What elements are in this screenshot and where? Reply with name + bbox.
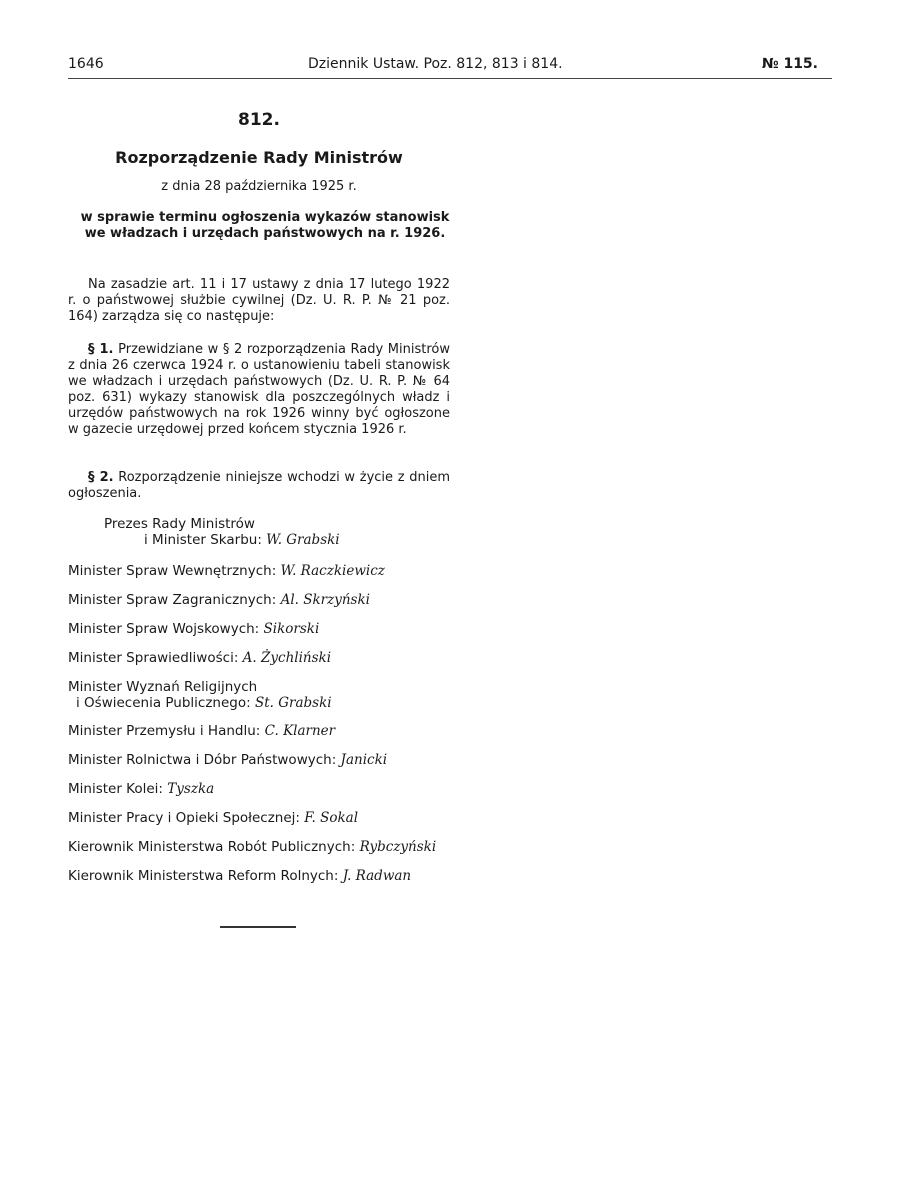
signature-role: Minister Spraw Wojskowych: — [68, 621, 260, 637]
signature-block — [68, 723, 458, 739]
signature-role: Minister Spraw Zagranicznych: — [68, 592, 277, 608]
signature-block — [68, 563, 458, 579]
signature-block — [68, 781, 458, 797]
signature-block — [68, 868, 458, 884]
end-rule — [220, 926, 296, 928]
signatory-name: A. Żychliński — [242, 650, 332, 666]
section-2-text: Rozporządzenie niniejsze wchodzi w życie z dniem ogłoszenia. — [68, 470, 450, 501]
signatory-name: Janicki — [340, 752, 388, 768]
signatory-name: F. Sokal — [304, 810, 359, 826]
signature-block — [68, 679, 458, 711]
section-2-label: § 2. — [88, 470, 114, 485]
signature-role: Minister Przemysłu i Handlu: — [68, 723, 261, 739]
section-1-text: Przewidziane w § 2 rozporządzenia Rady Ministrów z dnia 26 czerwca 1924 r. o ustanowieniu tabeli stanowisk we władzach i urzędach państwowych (Dz. U. R. P. № 64 poz. 631) wykazy stanowisk dla poszczególnych władz i urzędów państwowych na rok 1926 winny być ogłoszone w gazecie urzędowej przed końcem stycznia 1926 r. — [68, 342, 450, 437]
signatory-name: Al. Skrzyński — [280, 592, 370, 608]
signatory-name: W. Grabski — [266, 532, 340, 548]
issue-number: № 115. — [761, 56, 818, 72]
act-title: Rozporządzenie Rady Ministrów — [115, 148, 403, 167]
journal-reference: Dziennik Ustaw. Poz. 812, 813 i 814. — [308, 56, 563, 72]
signature-role: Minister Pracy i Opieki Społecznej: — [68, 810, 300, 826]
signature-role: i Oświecenia Publicznego: — [76, 695, 251, 711]
act-date: z dnia 28 października 1925 r. — [161, 179, 357, 194]
signature-role: Minister Spraw Wewnętrznych: — [68, 563, 277, 579]
header-rule — [68, 78, 832, 79]
signature-role: Kierownik Ministerstwa Robót Publicznych: — [68, 839, 356, 855]
signature-role: Minister Rolnictwa i Dóbr Państwowych: — [68, 752, 337, 768]
signature-block — [68, 752, 458, 768]
signature-role: Minister Kolei: — [68, 781, 163, 797]
running-header — [68, 56, 818, 78]
signature-line — [68, 695, 458, 711]
signature-block — [68, 810, 458, 826]
signatory-name: Tyszka — [167, 781, 215, 797]
section-1 — [68, 342, 450, 438]
signature-role: Kierownik Ministerstwa Reform Rolnych: — [68, 868, 339, 884]
signatory-name: W. Raczkiewicz — [280, 563, 385, 579]
signature-block — [68, 650, 458, 666]
act-number: 812. — [238, 110, 280, 130]
act-subject: w sprawie terminu ogłoszenia wykazów stanowisk we władzach i urzędach państwowych na r. 1926. — [80, 210, 450, 241]
signature-block — [68, 592, 458, 608]
signature-line — [104, 532, 494, 548]
signature-block — [68, 621, 458, 637]
signature-block — [68, 839, 458, 855]
preamble: Na zasadzie art. 11 i 17 ustawy z dnia 17 lutego 1922 r. o państwowej służbie cywilnej (Dz. U. R. P. № 21 poz. 164) zarządza się co następuje: — [68, 277, 450, 324]
signature-role: Minister Wyznań Religijnych — [68, 679, 258, 695]
signature-block — [104, 516, 494, 548]
page-number: 1646 — [68, 56, 104, 72]
signatory-name: Sikorski — [263, 621, 320, 637]
signature-role: Minister Sprawiedliwości: — [68, 650, 239, 666]
signatory-name: St. Grabski — [254, 695, 332, 711]
signature-role: i Minister Skarbu: — [144, 532, 262, 548]
signatory-name: C. Klarner — [264, 723, 336, 739]
section-1-label: § 1. — [88, 342, 114, 357]
section-2 — [68, 470, 450, 502]
signature-role: Prezes Rady Ministrów — [104, 516, 255, 532]
signatory-name: Rybczyński — [359, 839, 437, 855]
signatory-name: J. Radwan — [342, 868, 412, 884]
